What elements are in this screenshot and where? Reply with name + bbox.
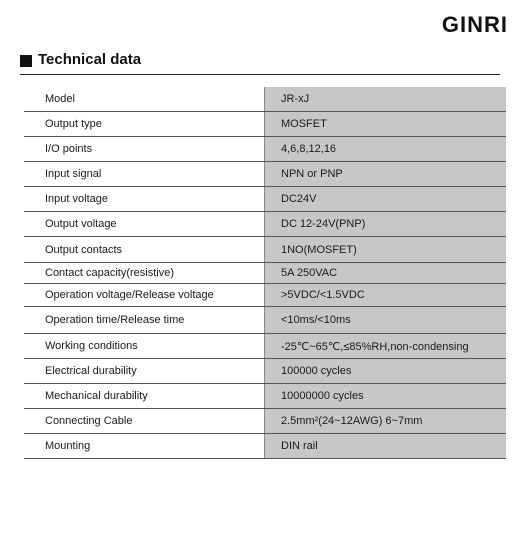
table-row xyxy=(24,359,506,384)
spec-value: 5A 250VAC xyxy=(264,263,506,283)
spec-value: NPN or PNP xyxy=(264,162,506,186)
table-row xyxy=(24,307,506,334)
spec-label: Mounting xyxy=(45,440,91,452)
table-row xyxy=(24,334,506,359)
spec-value: 4,6,8,12,16 xyxy=(264,137,506,161)
spec-label: I/O points xyxy=(45,143,93,155)
spec-label: Output voltage xyxy=(45,218,117,230)
spec-label: Output type xyxy=(45,118,102,130)
spec-label: Operation time/Release time xyxy=(45,314,185,326)
section-title: Technical data xyxy=(38,51,142,68)
spec-value: <10ms/<10ms xyxy=(264,307,506,333)
table-row xyxy=(24,112,506,137)
spec-value: DIN rail xyxy=(264,434,506,458)
spec-label: Operation voltage/Release voltage xyxy=(45,289,214,301)
spec-label: Connecting Cable xyxy=(45,415,133,427)
spec-value: DC 12-24V(PNP) xyxy=(264,212,506,236)
spec-table xyxy=(24,87,506,459)
brand-logo: GINRI xyxy=(441,12,508,37)
spec-value: 10000000 cycles xyxy=(264,384,506,408)
spec-label: Working conditions xyxy=(45,340,138,352)
spec-label: Model xyxy=(45,93,75,105)
spec-label: Mechanical durability xyxy=(45,390,148,402)
table-row xyxy=(24,187,506,212)
spec-value: -25℃~65℃,≤85%RH,non-condensing xyxy=(264,334,506,358)
spec-value: JR-xJ xyxy=(264,87,506,111)
spec-value: DC24V xyxy=(264,187,506,211)
spec-label: Contact capacity(resistive) xyxy=(45,267,174,279)
table-row xyxy=(24,263,506,284)
spec-value: MOSFET xyxy=(264,112,506,136)
section-header xyxy=(20,50,500,75)
spec-value: 100000 cycles xyxy=(264,359,506,383)
section-marker-icon xyxy=(20,55,32,67)
spec-label: Output contacts xyxy=(45,243,123,256)
spec-label: Electrical durability xyxy=(45,365,137,377)
spec-label: Input voltage xyxy=(45,193,108,205)
table-row xyxy=(24,137,506,162)
spec-value: 1NO(MOSFET) xyxy=(264,237,506,262)
spec-label: Input signal xyxy=(45,168,102,180)
table-row xyxy=(24,434,506,459)
table-row xyxy=(24,212,506,237)
table-row xyxy=(24,162,506,187)
table-row xyxy=(24,284,506,307)
spec-value: >5VDC/<1.5VDC xyxy=(264,284,506,306)
table-row xyxy=(24,87,506,112)
table-row xyxy=(24,409,506,434)
spec-value: 2.5mm²(24~12AWG) 6~7mm xyxy=(264,409,506,433)
table-row xyxy=(24,237,506,263)
table-row xyxy=(24,384,506,409)
